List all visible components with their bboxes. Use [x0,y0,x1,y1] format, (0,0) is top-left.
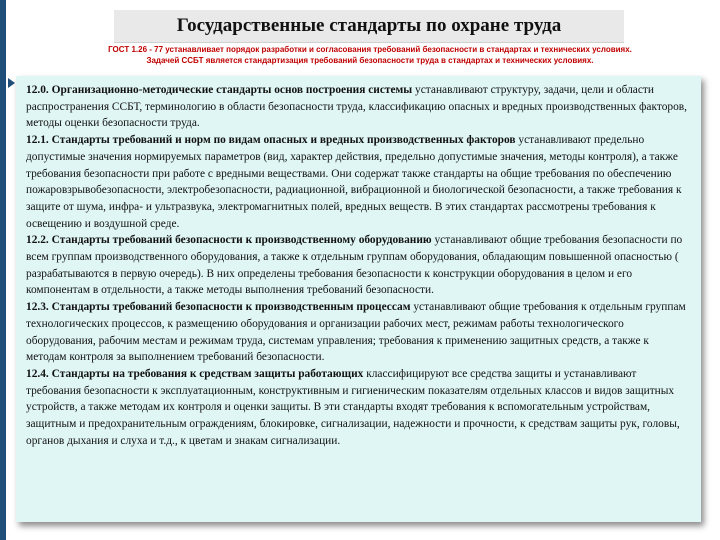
section-12-1 [26,132,691,232]
slide-edge-bar [0,0,6,540]
subtitle-block [60,44,680,66]
subtitle-line-2: Задачей ССБТ является стандартизация требований безопасности труда в стандартах и технических условиях. [146,56,594,65]
section-body: устанавливают предельно допустимые значения нормируемых параметров (вид, характер действия, предельно допустимые значения, методы контроля), а также требования безопасности при работе с вредными веществами. Они содержат также стандарты на общие требования по обеспечению пожаровзрывобезопасности, электробезопасности, радиационной, вибрационной и биологической безопасности, а также требования к защите от шума, инфра- и ультразвука, электромагнитных полей, вредных веществ. В этих стандартах рассмотрены требования к освещению и воздушной среде. [26,134,682,230]
section-heading: 12.0. Организационно-методические стандарты основ построения системы [26,84,413,96]
section-12-2 [26,232,691,299]
section-body: устанавливают общие требования безопасности по всем группам производственного оборудования, а также к отдельным группам оборудования, обладающим повышенной опасностью ( разрабатываются в первую очередь). В них определены требования безопасности к конструкции оборудования в целом и его компонентам в отдельности, а также методы выполнения требований безопасности. [26,234,683,297]
section-heading: 12.1. Стандарты требований и норм по видам опасных и вредных производственных факторов [26,134,516,147]
subtitle-line-1: ГОСТ 1.26 - 77 устанавливает порядок разработки и согласования требований безопасности в стандартах и технических условиях. [108,45,632,54]
section-heading: 12.2. Стандарты требований безопасности к производственному оборудованию [26,234,432,247]
content-text [26,82,691,449]
section-heading: 12.4. Стандарты на требования к средствам защиты работающих [26,367,364,380]
section-body: устанавливают общие требования к отдельным группам технологических процессов, к размещению оборудования и организации рабочих мест, режимам работы технологического оборудования, рабочим местам и режимам труда, системам управления; требования к применению защитных средств, а также к методам контроля за выполнением требований безопасности. [26,301,686,364]
page-title: Государственные стандарты по охране труда [176,15,562,36]
section-body: устанавливают структуру, задачи, цели и области распространения ССБТ, терминологию в области безопасности труда, классификацию опасных и вредных производственных факторов, методы оценки безопасности труда. [26,84,688,130]
section-12-3 [26,299,691,366]
section-12-4 [26,366,691,450]
section-12-0 [26,82,691,132]
arrow-bullet-icon [8,78,15,88]
section-body: классифицируют все средства защиты и устанавливают требования безопасности к эксплуатационным, конструктивным и гигиеническим показателям отдельных классов и видов защитных устройств, а также методам их контроля и оценки защиты. В эти стандарты входят требования к вспомогательным устройствам, защитным и предохранительным ограждениям, блокировке, сигнализации, надежности и прочности, к средствам защиты рук, головы, органов дыхания и слуха и т.д., к цветам и знакам сигнализации. [26,367,680,447]
section-heading: 12.3. Стандарты требований безопасности к производственным процессам [26,301,411,314]
title-banner [114,10,624,43]
content-panel [16,76,701,522]
